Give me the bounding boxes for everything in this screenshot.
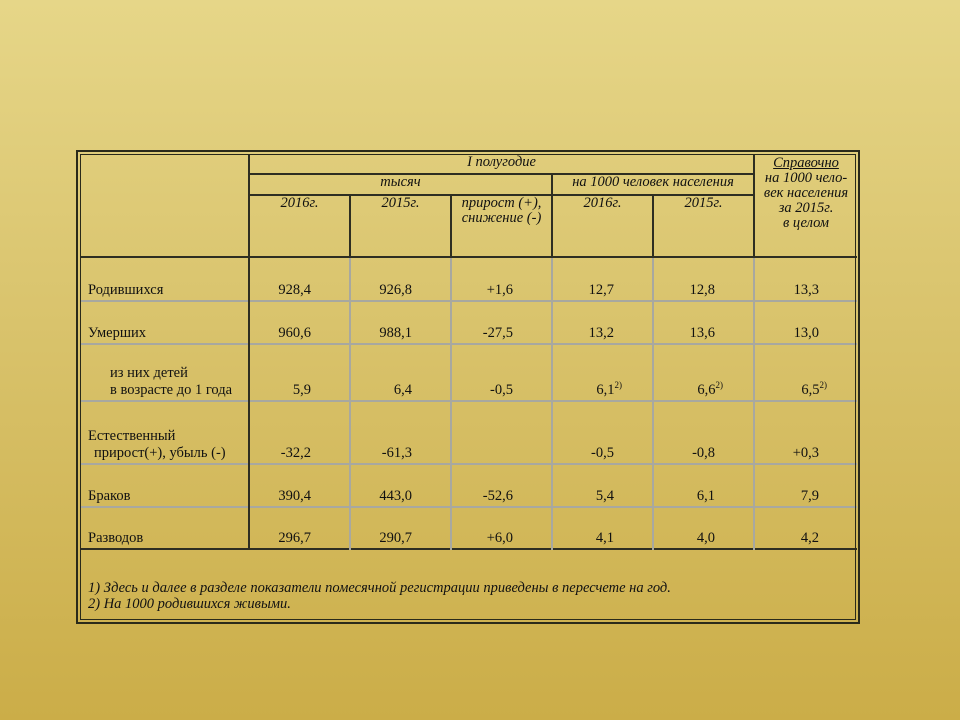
table-bottom-rule [81,549,857,550]
cell-value [451,401,552,464]
col-change [451,195,552,257]
cell-value: 290,7 [350,507,451,549]
col-2015-per-1000: 2015г. [653,195,754,257]
period-header: I полугодие [249,155,754,174]
row-label: Родившихся [81,257,249,301]
cell-value: 928,4 [249,257,350,301]
cell-value: 12,7 [552,257,653,301]
col-2015-thousands: 2015г. [350,195,451,257]
row-label [81,344,249,401]
table-row [81,257,857,301]
row-label-line1: из них детей [110,365,188,381]
cell-value: -0,5 [451,344,552,401]
cell-value: 4,1 [552,507,653,549]
table-row [81,507,857,549]
col-2016-thousands: 2016г. [249,195,350,257]
cell-number: 6,6 [697,382,716,398]
reference-header-line4: за 2015г. [778,200,834,216]
cell-value: 390,4 [249,464,350,507]
reference-header [754,155,857,257]
per-1000-header: на 1000 человек населения [552,174,754,195]
cell-value: -52,6 [451,464,552,507]
cell-value: 13,6 [653,301,754,344]
reference-header-line2: на 1000 чело- [764,170,848,186]
thousands-header: тысяч [249,174,552,195]
statistics-table-frame [76,150,860,624]
cell-value: -27,5 [451,301,552,344]
cell-value: +0,3 [754,401,857,464]
table-row [81,401,857,464]
col-change-line2: снижение (-) [461,210,542,226]
cell-number: 6,5 [801,382,820,398]
footnote-marker: 2) [819,380,828,390]
row-label-line2: в возрасте до 1 года [110,382,233,398]
cell-value: 13,0 [754,301,857,344]
reference-header-line1: Справочно [773,155,839,171]
cell-value: -0,5 [552,401,653,464]
footnote-marker: 2) [614,380,622,390]
cell-value: 12,8 [653,257,754,301]
col-2016-per-1000: 2016г. [552,195,653,257]
cell-value: 13,3 [754,257,857,301]
reference-header-line5: в целом [783,215,830,231]
cell-value: 4,2 [754,507,857,549]
cell-value: -61,3 [350,401,451,464]
reference-header-line3: век населения [763,185,849,201]
footnote-marker: 2) [715,380,724,390]
table-row [81,301,857,344]
cell-value: 926,8 [350,257,451,301]
cell-value: 4,0 [653,507,754,549]
cell-number: 6,1 [596,382,615,398]
cell-value: 6,4 [350,344,451,401]
cell-value [754,344,857,401]
footnote-2: 2) На 1000 родившихся живыми. [88,596,291,612]
header-corner-cell [81,155,249,257]
footnote-1: 1) Здесь и далее в разделе показатели помесячной регистрации приведены в пересчете на год. [88,580,671,596]
table-row [81,344,857,401]
cell-value: 296,7 [249,507,350,549]
cell-value: 988,1 [350,301,451,344]
cell-value [653,344,754,401]
cell-value: 7,9 [754,464,857,507]
demographic-statistics-table [81,155,857,550]
row-label: Разводов [81,507,249,549]
row-label-line2: прирост(+), убыль (-) [94,445,226,461]
row-label: Умерших [81,301,249,344]
cell-value: 5,4 [552,464,653,507]
row-label-line1: Естественный [88,428,176,444]
cell-value: +1,6 [451,257,552,301]
col-change-line1: прирост (+), [461,195,542,211]
row-label [81,401,249,464]
cell-value: -32,2 [249,401,350,464]
cell-value: 13,2 [552,301,653,344]
cell-value: 5,9 [249,344,350,401]
cell-value: 6,1 [653,464,754,507]
row-label: Браков [81,464,249,507]
cell-value: -0,8 [653,401,754,464]
footnotes [88,580,671,612]
cell-value [552,344,653,401]
cell-value: 960,6 [249,301,350,344]
table-row [81,464,857,507]
cell-value: 443,0 [350,464,451,507]
cell-value: +6,0 [451,507,552,549]
